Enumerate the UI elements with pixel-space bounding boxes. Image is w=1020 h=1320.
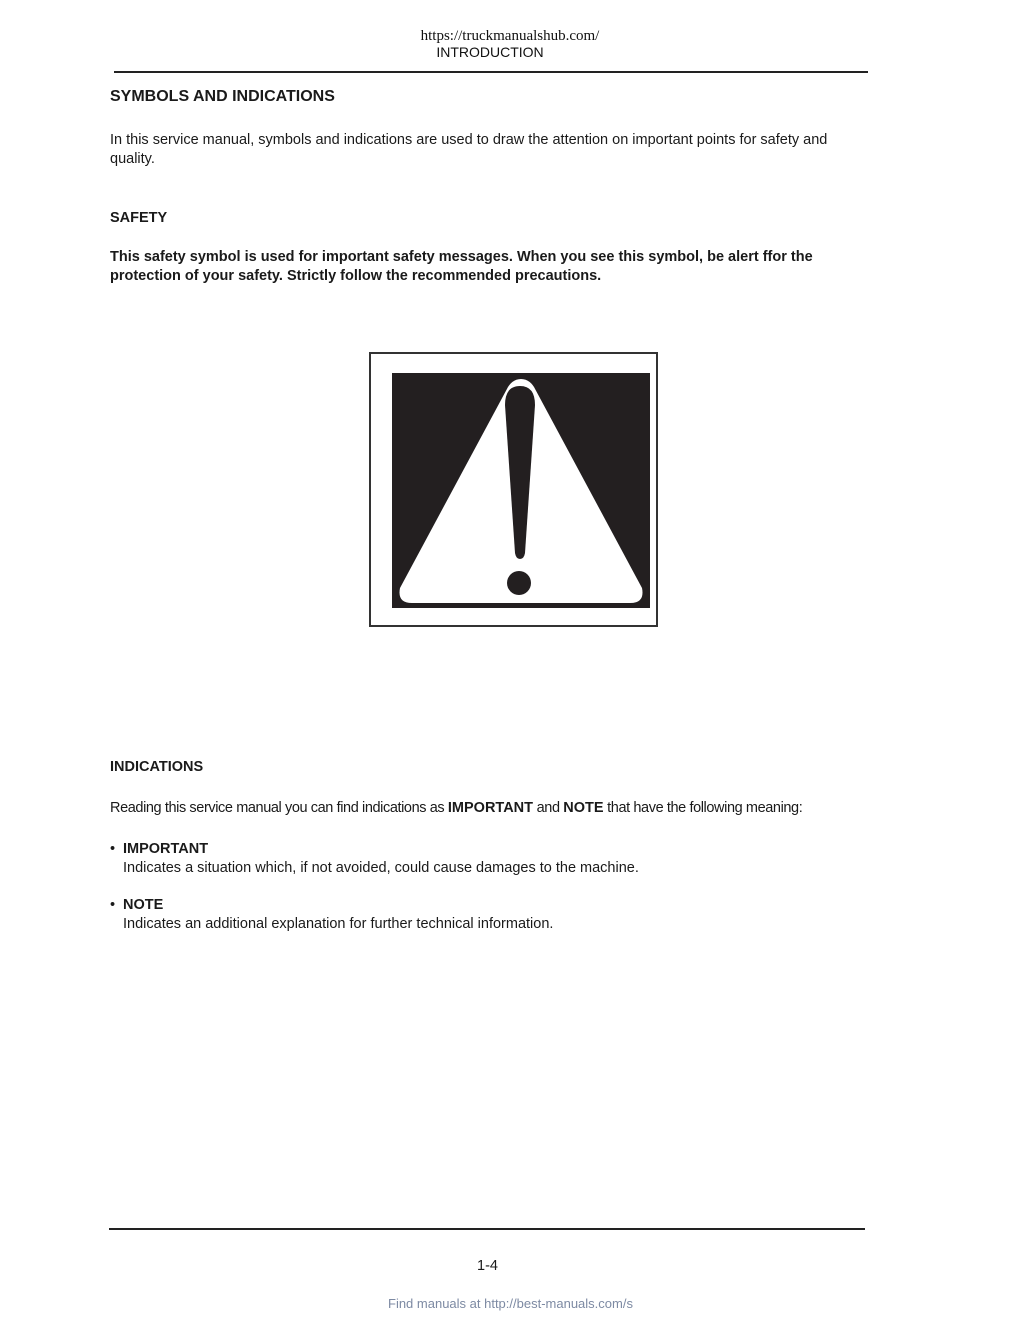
header-url: https://truckmanualshub.com/ [420,28,600,44]
important-item-description: Indicates a situation which, if not avoided, could cause damages to the machine. [123,860,639,876]
important-term: IMPORTANT [447,800,534,816]
bullet-marker: • [110,897,116,913]
indications-paragraph [110,799,880,818]
footer-link[interactable]: Find manuals at http://best-manuals.com/s [388,1296,633,1311]
safety-symbol-frame [369,352,658,627]
indications-text-and: and [533,800,564,816]
warning-triangle-exclamation-icon [392,373,650,608]
safety-heading: SAFETY [110,210,168,226]
page-number: 1-4 [477,1258,498,1274]
footer-divider [109,1228,865,1230]
intro-paragraph: In this service manual, symbols and indications are used to draw the attention on important points for safety and quality. [110,132,828,167]
indications-text-before: Reading this service manual you can find indications as [110,800,448,816]
note-item-title: NOTE [123,897,164,913]
indications-text-after: that have the following meaning: [603,800,803,816]
note-term: NOTE [563,800,604,816]
indications-heading: INDICATIONS [110,759,204,775]
header-divider [114,71,868,73]
page-title: SYMBOLS AND INDICATIONS [110,88,335,105]
safety-paragraph: This safety symbol is used for important safety messages. When you see this symbol, be alert ffor the protection of your safety. Strictly follow the recommended precautions. [110,249,813,284]
bullet-marker: • [110,841,116,857]
header-section-title: INTRODUCTION [436,44,544,60]
important-item-title: IMPORTANT [123,841,209,857]
note-item-description: Indicates an additional explanation for further technical information. [123,916,554,932]
